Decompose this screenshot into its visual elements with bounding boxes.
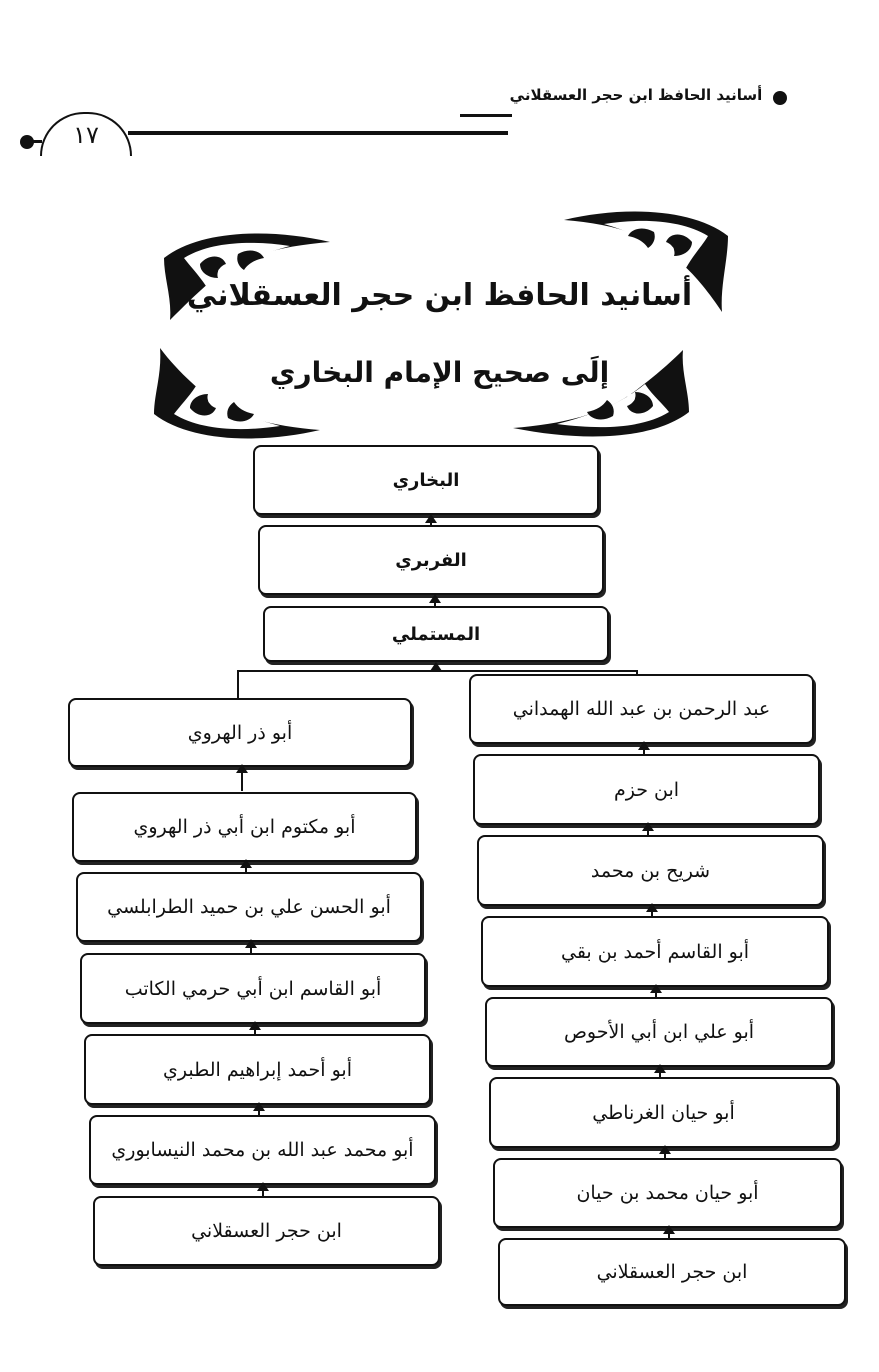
left-node-3: أبو الحسن علي بن حميد الطرابلسي (76, 872, 422, 942)
left-node-5: أبو أحمد إبراهيم الطبري (84, 1034, 431, 1105)
arrow-up-icon (430, 662, 442, 671)
left-node-1: أبو ذر الهروي (68, 698, 412, 767)
node-mustamli: المستملي (263, 606, 609, 662)
right-node-7: أبو حيان محمد بن حيان (493, 1158, 842, 1228)
arrow-up-icon (654, 1064, 666, 1073)
arrow-up-icon (650, 984, 662, 993)
header-bullet-right (773, 91, 787, 105)
right-node-4: أبو القاسم أحمد بن بقي (481, 916, 829, 987)
arrow-up-icon (249, 1021, 261, 1030)
branch-split-left (237, 670, 239, 700)
arrow-up-icon (245, 939, 257, 948)
arrow-up-icon (646, 903, 658, 912)
left-connector-1 (241, 771, 243, 791)
page-number: ١٧ (40, 112, 132, 156)
right-node-5: أبو علي ابن أبي الأحوص (485, 997, 833, 1067)
arrow-up-icon (642, 822, 654, 831)
arrow-up-icon (663, 1225, 675, 1234)
left-node-7: ابن حجر العسقلاني (93, 1196, 440, 1266)
arrow-up-icon (253, 1102, 265, 1111)
right-node-1: عبد الرحمن بن عبد الله الهمداني (469, 674, 814, 744)
arrow-up-icon (236, 764, 248, 773)
node-bukhari: البخاري (253, 445, 599, 515)
header-rule-top (460, 114, 512, 117)
right-node-6: أبو حيان الغرناطي (489, 1077, 838, 1148)
title-line-2: إلَى صحيح الإمام البخاري (269, 356, 610, 389)
left-node-4: أبو القاسم ابن أبي حرمي الكاتب (80, 953, 426, 1024)
title-line-1: أسانيد الحافظ ابن حجر العسقلاني (186, 278, 693, 313)
arrow-up-icon (659, 1145, 671, 1154)
right-node-3: شريح بن محمد (477, 835, 824, 906)
node-firabri: الفربري (258, 525, 604, 595)
arrow-up-icon (240, 859, 252, 868)
right-node-2: ابن حزم (473, 754, 820, 825)
left-node-6: أبو محمد عبد الله بن محمد النيسابوري (89, 1115, 436, 1185)
arrow-up-icon (425, 514, 437, 523)
arrow-up-icon (257, 1182, 269, 1191)
arrow-up-icon (429, 594, 441, 603)
right-node-8: ابن حجر العسقلاني (498, 1238, 846, 1306)
left-node-2: أبو مكتوم ابن أبي ذر الهروي (72, 792, 417, 862)
header-rule-left (30, 140, 42, 143)
arrow-up-icon (638, 741, 650, 750)
header-rule-main (128, 131, 508, 135)
running-title: أسانيد الحافظ ابن حجر العسقلاني (509, 86, 763, 104)
